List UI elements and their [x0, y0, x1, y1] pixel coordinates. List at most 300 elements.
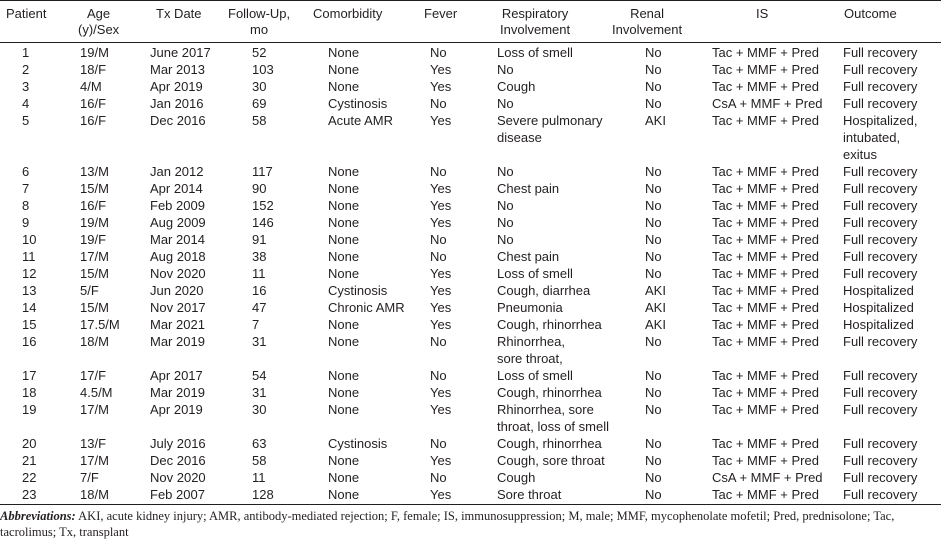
cell-patient: 12 — [22, 266, 37, 281]
cell-age: 18/M — [80, 334, 109, 349]
cell-is: Tac + MMF + Pred — [712, 300, 819, 315]
cell-age: 16/F — [80, 113, 107, 128]
cell-is: Tac + MMF + Pred — [712, 402, 819, 417]
cell-fever: Yes — [430, 215, 452, 230]
cell-renal: No — [645, 181, 662, 196]
cell-fu: 90 — [252, 181, 267, 196]
table-row — [0, 469, 941, 486]
cell-is: Tac + MMF + Pred — [712, 249, 819, 264]
cell-fu: 58 — [252, 453, 267, 468]
cell-out-line: Full recovery — [843, 79, 918, 94]
cell-renal: No — [645, 334, 662, 349]
cell-patient: 1 — [22, 45, 30, 60]
cell-resp — [497, 248, 559, 265]
cell-is: CsA + MMF + Pred — [712, 470, 823, 485]
cell-resp — [497, 231, 514, 248]
cell-renal: No — [645, 249, 662, 264]
table-row — [0, 299, 941, 316]
cell-out — [843, 452, 917, 469]
cell-out-line: Hospitalized, — [843, 113, 918, 128]
cell-resp-line: Cough, rhinorrhea — [497, 317, 602, 332]
cell-patient: 18 — [22, 385, 37, 400]
cell-renal: AKI — [645, 317, 666, 332]
cell-is: Tac + MMF + Pred — [712, 45, 819, 60]
cell-com: None — [328, 453, 360, 468]
cell-renal: No — [645, 79, 662, 94]
cell-com: None — [328, 198, 360, 213]
cell-com: None — [328, 317, 360, 332]
cell-out-line: Hospitalized — [843, 283, 914, 298]
cell-out — [843, 265, 917, 282]
cell-is: Tac + MMF + Pred — [712, 487, 819, 502]
cell-renal: AKI — [645, 113, 666, 128]
table-header-rule — [0, 42, 941, 43]
cell-out-line: Full recovery — [843, 385, 918, 400]
table-row — [0, 214, 941, 231]
cell-resp-line: throat, loss of smell — [497, 419, 609, 434]
cell-out-line: Hospitalized — [843, 317, 914, 332]
cell-is: Tac + MMF + Pred — [712, 113, 819, 128]
cell-age: 13/M — [80, 164, 109, 179]
cell-resp — [497, 180, 559, 197]
header-renal — [612, 6, 682, 38]
cell-patient: 23 — [22, 487, 37, 502]
cell-resp-line: Chest pain — [497, 249, 560, 264]
cell-resp — [497, 78, 535, 95]
cell-age: 19/M — [80, 215, 109, 230]
cell-fever: Yes — [430, 402, 452, 417]
cell-out — [843, 214, 917, 231]
table-row — [0, 316, 941, 333]
cell-fu: 11 — [252, 266, 266, 281]
cell-out — [843, 401, 917, 418]
cell-date: Mar 2019 — [150, 385, 205, 400]
cell-resp-line: No — [497, 96, 514, 111]
cell-out — [843, 61, 917, 78]
header-followup-line1: Follow-Up, — [228, 6, 291, 21]
cell-out-line: Full recovery — [843, 62, 918, 77]
cell-renal: No — [645, 470, 662, 485]
cell-age: 19/F — [80, 232, 107, 247]
cell-com: None — [328, 232, 360, 247]
cell-age: 17.5/M — [80, 317, 120, 332]
cell-com: None — [328, 215, 360, 230]
cell-out-line: Full recovery — [843, 164, 918, 179]
cell-renal: No — [645, 62, 662, 77]
cell-com: None — [328, 181, 360, 196]
cell-resp-line: No — [497, 62, 514, 77]
cell-resp — [497, 452, 605, 469]
cell-age: 16/F — [80, 96, 107, 111]
cell-resp — [497, 44, 573, 61]
cell-resp-line: Cough — [497, 79, 536, 94]
cell-date: Mar 2019 — [150, 334, 205, 349]
header-age-sex — [78, 6, 119, 38]
cell-resp-line: Severe pulmonary — [497, 113, 603, 128]
header-tx-date: Tx Date — [156, 6, 202, 21]
cell-date: Mar 2013 — [150, 62, 205, 77]
cell-age: 17/M — [80, 453, 109, 468]
cell-out-line: exitus — [843, 147, 877, 162]
cell-fever: No — [430, 249, 447, 264]
cell-fever: Yes — [430, 487, 452, 502]
cell-com: None — [328, 249, 360, 264]
cell-fever: Yes — [430, 113, 452, 128]
cell-out-line: Full recovery — [843, 334, 918, 349]
cell-patient: 14 — [22, 300, 37, 315]
cell-date: June 2017 — [150, 45, 211, 60]
cell-com: Cystinosis — [328, 96, 388, 111]
cell-resp-line: Rhinorrhea, sore — [497, 402, 594, 417]
cell-date: Aug 2009 — [150, 215, 206, 230]
cell-age: 4.5/M — [80, 385, 113, 400]
cell-is: Tac + MMF + Pred — [712, 385, 819, 400]
cell-out — [843, 197, 917, 214]
cell-fever: No — [430, 232, 447, 247]
cell-resp-line: Cough, diarrhea — [497, 283, 591, 298]
cell-renal: No — [645, 436, 662, 451]
cell-date: Feb 2009 — [150, 198, 205, 213]
cell-com: None — [328, 368, 360, 383]
header-respiratory-line2: Involvement — [500, 22, 571, 37]
cell-patient: 15 — [22, 317, 37, 332]
cell-resp — [497, 367, 573, 384]
table-row — [0, 265, 941, 282]
cell-resp — [497, 333, 565, 367]
cell-out-line: Full recovery — [843, 368, 918, 383]
table-row — [0, 95, 941, 112]
abbreviations-label: Abbreviations: — [0, 509, 76, 523]
abbreviations-text: AKI, acute kidney injury; AMR, antibody-mediated rejection; F, female; IS, immunosuppression; M, male; MMF, mycophenolate mofetil; Pred, prednisolone; Tac, tacrolimus; Tx, transplant — [0, 509, 895, 539]
cell-patient: 8 — [22, 198, 30, 213]
cell-patient: 11 — [22, 249, 36, 264]
cell-resp — [497, 299, 563, 316]
cell-fever: Yes — [430, 385, 452, 400]
cell-date: Dec 2016 — [150, 113, 206, 128]
cell-out — [843, 486, 917, 503]
cell-is: Tac + MMF + Pred — [712, 453, 819, 468]
cell-out-line: Hospitalized — [843, 300, 914, 315]
table-row — [0, 248, 941, 265]
cell-is: Tac + MMF + Pred — [712, 164, 819, 179]
cell-resp — [497, 384, 602, 401]
cell-resp-line: No — [497, 232, 514, 247]
table-row — [0, 180, 941, 197]
cell-out-line: Full recovery — [843, 198, 918, 213]
cell-com: None — [328, 62, 360, 77]
cell-resp — [497, 95, 514, 112]
cell-date: Jun 2020 — [150, 283, 204, 298]
table-row — [0, 78, 941, 95]
header-comorbidity: Comorbidity — [313, 6, 383, 21]
cell-fever: No — [430, 368, 447, 383]
table-row — [0, 486, 941, 503]
cell-resp-line: No — [497, 215, 514, 230]
cell-out — [843, 248, 917, 265]
cell-age: 17/F — [80, 368, 107, 383]
cell-out-line: Full recovery — [843, 96, 918, 111]
cell-renal: No — [645, 368, 662, 383]
cell-age: 7/F — [80, 470, 99, 485]
header-patient: Patient — [6, 6, 47, 21]
cell-patient: 21 — [22, 453, 37, 468]
cell-date: Apr 2017 — [150, 368, 203, 383]
cell-out — [843, 367, 917, 384]
cell-fu: 128 — [252, 487, 274, 502]
cell-com: None — [328, 487, 360, 502]
cell-age: 15/M — [80, 181, 109, 196]
header-followup — [228, 6, 290, 38]
cell-resp — [497, 401, 609, 435]
cell-renal: No — [645, 453, 662, 468]
cell-fever: No — [430, 436, 447, 451]
cell-resp-line: Chest pain — [497, 181, 560, 196]
cell-patient: 5 — [22, 113, 30, 128]
cell-fu: 54 — [252, 368, 267, 383]
cell-com: None — [328, 164, 360, 179]
cell-date: Jan 2012 — [150, 164, 204, 179]
cell-patient: 7 — [22, 181, 30, 196]
cell-patient: 2 — [22, 62, 30, 77]
cell-out — [843, 231, 917, 248]
cell-age: 4/M — [80, 79, 102, 94]
cell-fever: Yes — [430, 300, 452, 315]
cell-renal: No — [645, 45, 662, 60]
cell-patient: 3 — [22, 79, 30, 94]
cell-com: None — [328, 266, 360, 281]
cell-date: Apr 2014 — [150, 181, 203, 196]
header-fever: Fever — [424, 6, 458, 21]
cell-resp-line: Cough — [497, 470, 536, 485]
cell-fever: No — [430, 45, 447, 60]
cell-out — [843, 44, 917, 61]
table-row — [0, 163, 941, 180]
cell-patient: 20 — [22, 436, 37, 451]
cell-age: 17/M — [80, 402, 109, 417]
cell-out-line: Full recovery — [843, 249, 918, 264]
header-age-line1: Age — [87, 6, 111, 21]
cell-fu: 47 — [252, 300, 267, 315]
cell-out-line: Full recovery — [843, 181, 918, 196]
cell-is: Tac + MMF + Pred — [712, 181, 819, 196]
cell-date: Jan 2016 — [150, 96, 204, 111]
cell-renal: AKI — [645, 283, 666, 298]
cell-fu: 103 — [252, 62, 274, 77]
cell-fu: 30 — [252, 79, 267, 94]
cell-out — [843, 180, 917, 197]
cell-age: 16/F — [80, 198, 107, 213]
cell-fever: Yes — [430, 62, 452, 77]
cell-resp — [497, 163, 514, 180]
cell-resp — [497, 112, 603, 146]
cell-resp — [497, 61, 514, 78]
cell-age: 18/M — [80, 487, 109, 502]
cell-fu: 117 — [252, 164, 273, 179]
cell-fu: 31 — [252, 334, 267, 349]
cell-fever: Yes — [430, 198, 452, 213]
cell-out — [843, 333, 917, 350]
table-row — [0, 197, 941, 214]
cell-patient: 10 — [22, 232, 37, 247]
cell-resp-line: Loss of smell — [497, 368, 573, 383]
cell-date: Nov 2017 — [150, 300, 206, 315]
cell-patient: 19 — [22, 402, 37, 417]
table-row — [0, 452, 941, 469]
cell-fever: Yes — [430, 181, 452, 196]
cell-age: 15/M — [80, 266, 109, 281]
cell-fu: 152 — [252, 198, 274, 213]
cell-resp-line: Pneumonia — [497, 300, 563, 315]
table-row — [0, 401, 941, 435]
header-renal-line1: Renal — [630, 6, 665, 21]
cell-is: Tac + MMF + Pred — [712, 62, 819, 77]
cell-out — [843, 112, 917, 163]
cell-renal: No — [645, 96, 662, 111]
cell-is: Tac + MMF + Pred — [712, 266, 819, 281]
cell-com: None — [328, 385, 360, 400]
cell-com: None — [328, 334, 360, 349]
cell-resp-line: Sore throat — [497, 487, 562, 502]
cell-renal: No — [645, 215, 662, 230]
cell-com: None — [328, 79, 360, 94]
cell-out-line: Full recovery — [843, 215, 918, 230]
cell-out — [843, 163, 917, 180]
cell-fever: No — [430, 334, 447, 349]
cell-date: Mar 2014 — [150, 232, 205, 247]
header-age-line2: (y)/Sex — [78, 22, 120, 37]
cell-date: Apr 2019 — [150, 402, 203, 417]
table-row — [0, 44, 941, 61]
cell-com: None — [328, 470, 360, 485]
cell-resp-line: Rhinorrhea, — [497, 334, 565, 349]
cell-fever: No — [430, 470, 447, 485]
cell-resp-line: Loss of smell — [497, 45, 573, 60]
cell-resp-line: No — [497, 164, 514, 179]
cell-out — [843, 469, 917, 486]
cell-age: 17/M — [80, 249, 109, 264]
cell-com: Chronic AMR — [328, 300, 405, 315]
cell-fu: 38 — [252, 249, 267, 264]
cell-fu: 16 — [252, 283, 267, 298]
cell-resp — [497, 469, 535, 486]
cell-fever: No — [430, 96, 447, 111]
cell-resp — [497, 214, 514, 231]
cell-fu: 69 — [252, 96, 267, 111]
cell-out-line: Full recovery — [843, 266, 918, 281]
cell-patient: 6 — [22, 164, 30, 179]
cell-date: Mar 2021 — [150, 317, 205, 332]
cell-is: CsA + MMF + Pred — [712, 96, 823, 111]
cell-fever: Yes — [430, 266, 452, 281]
cell-is: Tac + MMF + Pred — [712, 317, 819, 332]
cell-date: Feb 2007 — [150, 487, 205, 502]
cell-fever: Yes — [430, 79, 452, 94]
cell-out-line: Full recovery — [843, 470, 918, 485]
table-row — [0, 384, 941, 401]
cell-patient: 22 — [22, 470, 37, 485]
cell-age: 5/F — [80, 283, 99, 298]
cell-is: Tac + MMF + Pred — [712, 79, 819, 94]
cell-resp — [497, 265, 573, 282]
cell-date: Aug 2018 — [150, 249, 206, 264]
cell-age: 19/M — [80, 45, 109, 60]
cell-resp-line: Cough, rhinorrhea — [497, 436, 602, 451]
cell-patient: 9 — [22, 215, 30, 230]
cell-com: Acute AMR — [328, 113, 394, 128]
cell-fever: No — [430, 164, 447, 179]
cell-age: 15/M — [80, 300, 109, 315]
cell-patient: 4 — [22, 96, 30, 111]
cell-date: Nov 2020 — [150, 470, 206, 485]
cell-date: Dec 2016 — [150, 453, 206, 468]
cell-is: Tac + MMF + Pred — [712, 198, 819, 213]
table-row — [0, 282, 941, 299]
cell-fu: 58 — [252, 113, 267, 128]
table-row — [0, 333, 941, 367]
cell-out — [843, 78, 917, 95]
cell-fu: 11 — [252, 470, 266, 485]
header-is: IS — [756, 6, 769, 21]
header-followup-line2: mo — [250, 22, 269, 37]
cell-fever: Yes — [430, 453, 452, 468]
cell-date: July 2016 — [150, 436, 206, 451]
table-row — [0, 435, 941, 452]
cell-resp-line: Cough, rhinorrhea — [497, 385, 602, 400]
cell-out-line: intubated, — [843, 130, 901, 145]
cell-out-line: Full recovery — [843, 453, 918, 468]
header-respiratory-line1: Respiratory — [501, 6, 569, 21]
cell-resp-line: Loss of smell — [497, 266, 573, 281]
cell-com: None — [328, 402, 360, 417]
cell-renal: No — [645, 487, 662, 502]
cell-age: 13/F — [80, 436, 107, 451]
cell-fu: 63 — [252, 436, 267, 451]
cell-out-line: Full recovery — [843, 232, 918, 247]
cell-out — [843, 299, 914, 316]
cell-resp-line: sore throat, — [497, 351, 563, 366]
cell-resp — [497, 486, 561, 503]
cell-is: Tac + MMF + Pred — [712, 215, 819, 230]
table-bottom-rule — [0, 504, 941, 505]
cell-is: Tac + MMF + Pred — [712, 232, 819, 247]
cell-date: Apr 2019 — [150, 79, 203, 94]
cell-fever: Yes — [430, 317, 452, 332]
cell-resp — [497, 282, 590, 299]
cell-fu: 30 — [252, 402, 267, 417]
cell-patient: 17 — [22, 368, 37, 383]
cell-resp-line: Cough, sore throat — [497, 453, 605, 468]
cell-resp-line: No — [497, 198, 514, 213]
cell-out-line: Full recovery — [843, 487, 918, 502]
cell-out-line: Full recovery — [843, 45, 918, 60]
table-row — [0, 61, 941, 78]
cell-patient: 13 — [22, 283, 37, 298]
cell-is: Tac + MMF + Pred — [712, 334, 819, 349]
cell-out — [843, 316, 914, 333]
table-row — [0, 112, 941, 163]
cell-age: 18/F — [80, 62, 107, 77]
cell-fever: Yes — [430, 283, 452, 298]
cell-is: Tac + MMF + Pred — [712, 436, 819, 451]
cell-renal: No — [645, 266, 662, 281]
cell-out-line: Full recovery — [843, 402, 918, 417]
cell-out — [843, 384, 917, 401]
cell-fu: 146 — [252, 215, 274, 230]
cell-patient: 16 — [22, 334, 37, 349]
cell-date: Nov 2020 — [150, 266, 206, 281]
cell-renal: AKI — [645, 300, 666, 315]
header-renal-line2: Involvement — [612, 22, 683, 37]
